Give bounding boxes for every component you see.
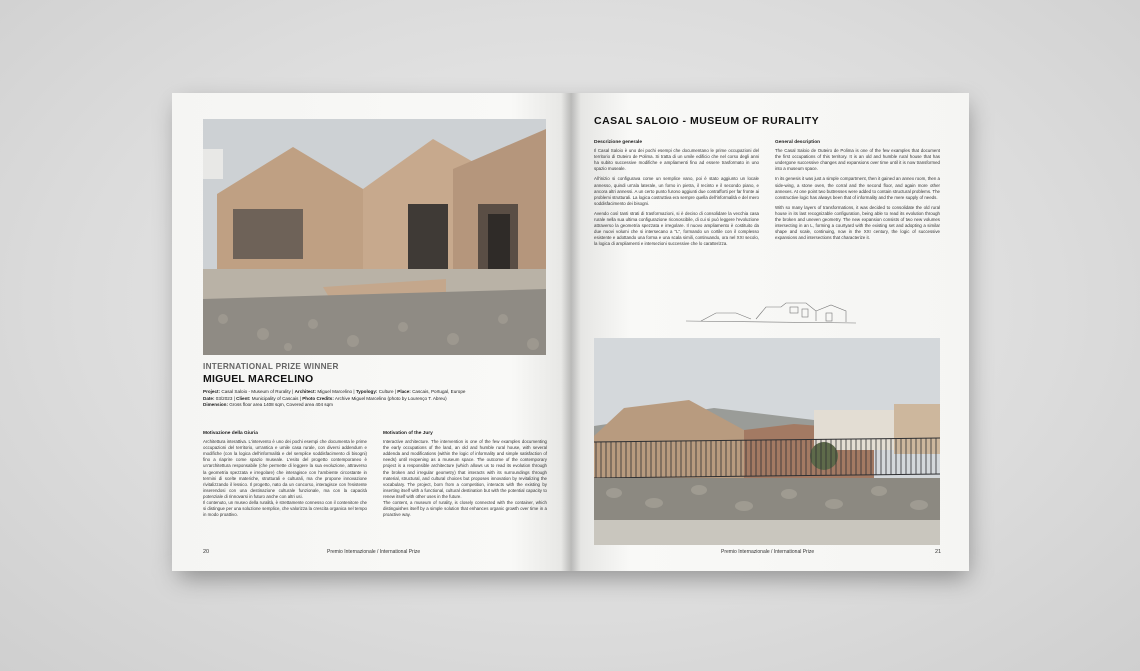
meta-line-3 (203, 402, 543, 409)
page-footer (327, 549, 420, 555)
col-paragraph: Avendo così tanti strati di trasformazioni, si è deciso di consolidare la vecchia casa rurale nella sua ultima configurazione riconoscibile, di cui si può leggere l'evoluzione attraverso la geometria spezzata e irregolare. Il nuovo ampliamento è costituito da due nuovi volumi che si intersecano a "L", formando un cortile con il complesso esistente e adottando una forma e una scala simili, continuando, ora nel XXI secolo, la logica di ampliamenti e intersezioni successive che lo caratterizza. (594, 210, 759, 247)
col-paragraph: Il contenuto, un museo della ruralità, è strettamente connesso con il contenitore che si distingue per una soluzione semplice, che valorizza la crescita organica nel tempo in modo proattivo. (203, 500, 368, 518)
page-number: 21 (935, 549, 942, 555)
meta-place: Cascais, Portugal, Europe (412, 389, 466, 394)
left-page (172, 93, 571, 571)
col-paragraph: The content, a museum of rurality, is closely connected with the container, which distinguishes itself by a simple solution that enhances organic growth over time in a proactive way. (383, 500, 547, 518)
meta-label-client: Client: (236, 395, 251, 401)
meta-dimension: Gross floor area 1408 sqm, Covered area 404 sqm (229, 402, 333, 408)
footer-italian: Premio Internazionale (721, 549, 770, 555)
col-paragraph: Il Casal Saloio è uno dei pochi esempi che documentano le prime occupazioni del territorio di Outeiro de Polima. Si tratta di un umile edificio che nel corso degli anni ha subito successive modifiche e ampliamenti fino ad essere trasformato in uno spazio museale. (594, 148, 759, 172)
meta-architect: Miguel Marcelino (317, 389, 353, 394)
meta-line-2: Date: 03/2023 | Client: Municipality of Cascais | Photo Credits: Archive Miguel Marcelino (photo by Lourenço T. Abreu) (203, 395, 447, 401)
footer-separator: / (375, 549, 380, 555)
meta-label-dimension: Dimension: (203, 402, 229, 408)
museum-courtyard-photo (203, 119, 546, 355)
winner-name: MIGUEL MARCELINO (203, 373, 314, 385)
col-heading: Motivazione della Giuria (203, 431, 258, 436)
meta-credits: Archive Miguel Marcelino (photo by Lourenço T. Abreu) (334, 395, 447, 401)
meta-client: Municipality of Cascais (251, 395, 299, 401)
jury-motivation-english (383, 431, 547, 518)
meta-project: Casal Saloio - Museum of Rurality (221, 389, 291, 394)
meta-label-date: Date: (203, 395, 215, 401)
meta-label-typology: Typology: (355, 389, 378, 394)
col-heading: Motivation of the Jury (383, 431, 433, 436)
col-paragraph: All'inizio si configurava come un semplice vano, poi è stato aggiunto un locale annesso, quindi un'ala laterale, un forno in pietra, il recinto e il secondo piano, e ancora altri annessi. A un certo punto furono aggiunti due contrafforti per far fronte ai problemi strutturali. La logica costruttiva era sempre quella dell'informalità e del mero soddisfacimento dei bisogni. (594, 176, 759, 206)
meta-line-1: Project: Casal Saloio - Museum of Rurality | Architect: Miguel Marcelino | Typology: Culture | Place: Cascais, Portugal, Europe (203, 389, 466, 394)
col-paragraph: Interactive architecture. The intervention is one of the few examples documenting the early occupations of the land, an old and humble rural house, with several addenda and modifications (within the logic of informality and simple satisfaction of needs) until reopening as a museum space. The outcome of the contemporary project is a responsible architecture (which allows us to read its evolution through the broken and irregular geometry) that interacts with its surroundings through material, structural, and cultural choices but proposes innovation by revitalizing the vocabulary. The project, born from a competition, interacts with the existing by inserting itself with a functional, cultural destination but with the potential capacity to renew itself with other uses in the future. (383, 439, 547, 499)
col-paragraph: Architettura interattiva. L'intervento è uno dei pochi esempi che documenta le prime occupazioni del territorio, un'antica e umile casa rurale, con diversi addendum e modifiche (con la logica dell'informalità e del semplice soddisfacimento di bisogni) fino a riaprire come spazio museale. L'esito del progetto contemporaneo è un'architettura responsabile (che permette di leggere la sua evoluzione, attraverso la geometria spezzata e irregolare) che interagisce con l'ambiente circostante in termini di scelte materiche, strutturali e culturali, ma che propone innovazione rivitalizzando il lessico. Il progetto, nato da un concorso, interagisce con l'esistente inserendosi con una destinazione culturale funzionale, ma con la capacità potenziale di rinnovarsi in futuro anche con altri usi. (203, 439, 367, 499)
museum-exterior-photo (594, 338, 940, 545)
meta-typology: Culture (378, 389, 394, 394)
jury-motivation-italian (203, 431, 367, 518)
col-paragraph: The Casal Saloio de Outeiro de Polima is one of the few examples that document the first occupations of this territory. It is an old and humble rural house that has undergone successive changes and expansions over time until it is now transformed into a museum space. (775, 148, 940, 172)
right-page (571, 93, 969, 571)
page-number: 20 (203, 549, 210, 555)
footer-separator: / (769, 549, 774, 555)
museum-courtyard-illustration (203, 119, 546, 355)
page-title: CASAL SALOIO - MUSEUM OF RURALITY (594, 115, 820, 127)
prize-label: INTERNATIONAL PRIZE WINNER (203, 362, 339, 371)
meta-date: 03/2023 (215, 395, 233, 401)
meta-label-architect: Architect: (294, 389, 317, 394)
footer-italian: Premio Internazionale (327, 549, 376, 555)
meta-label-project: Project: (203, 389, 221, 394)
col-heading: Descrizione generale (594, 140, 642, 145)
description-english (775, 140, 940, 241)
museum-exterior-illustration (594, 338, 940, 545)
meta-label-place: Place: (397, 389, 411, 394)
col-paragraph: In its genesis it was just a simple compartment, then it gained an annex room, then a side-wing, a stone oven, the corral and the second floor, and again more other annexes. At one point two buttresses were added to contain structural problems. The constructive logic has always been that of informality and the mere supply of needs. (775, 176, 940, 200)
page-footer (721, 549, 814, 555)
col-paragraph: With so many layers of transformations, it was decided to consolidate the old rural house in its last recognizable configuration, being able to read its evolution through the broken and uneven geometry. The new expansion consists of two new volumes intersecting in an L, forming a courtyard with the existing set and adopting a similar shape and scale, continuing, now in the XXI century, the logic of successive expansions and intersections that characterize it. (775, 204, 940, 241)
footer-english: International Prize (773, 549, 815, 555)
elevation-sketch (686, 293, 856, 327)
project-meta (203, 389, 543, 409)
col-heading: General description (775, 140, 821, 145)
meta-label-credits: Photo Credits: (302, 395, 334, 401)
book-gutter (561, 93, 581, 571)
footer-english: International Prize (379, 549, 421, 555)
description-italian (594, 140, 759, 248)
